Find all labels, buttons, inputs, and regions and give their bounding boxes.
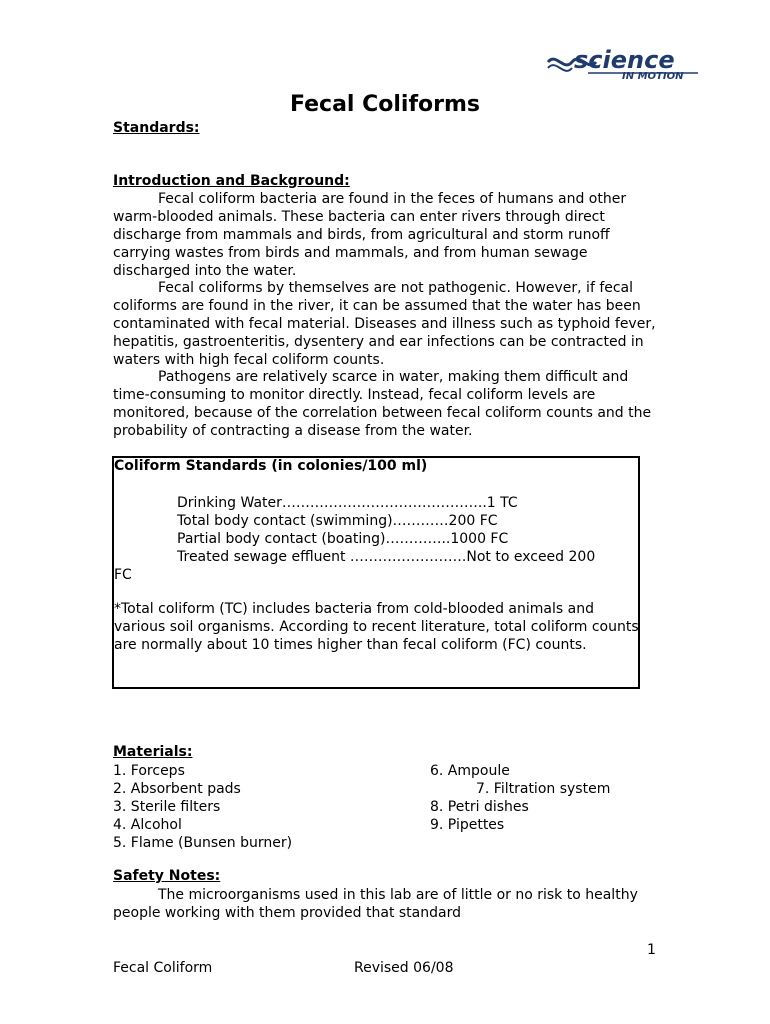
intro-paragraph-1-text: Fecal coliform bacteria are found in the feces of humans and other warm-blooded animals. These bacteria can enter rivers through direct discharge from mammals and birds, from agricultural and storm runoff carrying wastes from birds and mammals, and from human sewage discharged into the water. xyxy=(113,191,627,279)
intro-paragraph-2 xyxy=(113,279,658,369)
logo-word-science: science xyxy=(574,46,675,74)
intro-paragraph-3-text: Pathogens are relatively scarce in water, making them difficult and time-consuming to monitor directly. Instead, fecal coliform levels are monitored, because of the correlation between fecal coliform counts and the probability of contracting a disease from the water. xyxy=(113,369,652,439)
intro-paragraph-1 xyxy=(113,190,658,280)
material-item: 2. Absorbent pads xyxy=(113,781,241,797)
safety-paragraph-text: The microorganisms used in this lab are of little or no risk to healthy people working with them provided that standard xyxy=(113,887,638,921)
materials-heading: Materials: xyxy=(113,744,193,760)
material-item: 1. Forceps xyxy=(113,763,185,779)
material-item: 9. Pipettes xyxy=(430,817,505,833)
material-item: 8. Petri dishes xyxy=(430,799,529,815)
standard-treated-sewage: Treated sewage effluent …………………….Not to exceed 200 xyxy=(177,549,596,565)
material-item: 4. Alcohol xyxy=(113,817,182,833)
intro-paragraph-2-text: Fecal coliforms by themselves are not pathogenic. However, if fecal coliforms are found in the river, it can be assumed that the water has been contaminated with fecal material. Diseases and illness such as typhoid fever, hepatitis, gastroenteritis, dysentery and ear infections can be contracted in waters with high fecal coliform counts. xyxy=(113,280,656,368)
page-title: Fecal Coliforms xyxy=(289,92,481,117)
total-coliform-note: *Total coliform (TC) includes bacteria from cold-blooded animals and various soil organisms. According to recent literature, total coliform counts are normally about 10 times higher than fecal coliform (FC) counts. xyxy=(114,601,639,653)
science-in-motion-logo xyxy=(544,44,704,82)
logo-word-in-motion: IN MOTION xyxy=(622,71,684,82)
standards-heading: Standards: xyxy=(113,120,200,136)
intro-paragraph-3 xyxy=(113,368,658,440)
coliform-standards-box xyxy=(112,456,640,689)
standard-drinking-water: Drinking Water……………………………………..1 TC xyxy=(177,495,518,511)
material-item: 6. Ampoule xyxy=(430,763,510,779)
intro-heading: Introduction and Background: xyxy=(113,173,350,189)
safety-heading: Safety Notes: xyxy=(113,868,221,884)
standard-treated-sewage-wrap: FC xyxy=(114,567,132,583)
material-item: 5. Flame (Bunsen burner) xyxy=(113,835,293,851)
material-item: 3. Sterile filters xyxy=(113,799,221,815)
standard-total-body-contact: Total body contact (swimming)…………200 FC xyxy=(177,513,498,529)
page-number: 1 xyxy=(647,942,656,958)
material-item: 7. Filtration system xyxy=(476,781,611,797)
standard-partial-body-contact: Partial body contact (boating)…………..1000 FC xyxy=(177,531,509,547)
safety-paragraph xyxy=(113,886,658,922)
logo-graphic xyxy=(544,44,704,82)
footer-revised: Revised 06/08 xyxy=(354,960,454,976)
coliform-standards-heading: Coliform Standards (in colonies/100 ml) xyxy=(114,458,428,474)
footer-left: Fecal Coliform xyxy=(113,960,213,976)
